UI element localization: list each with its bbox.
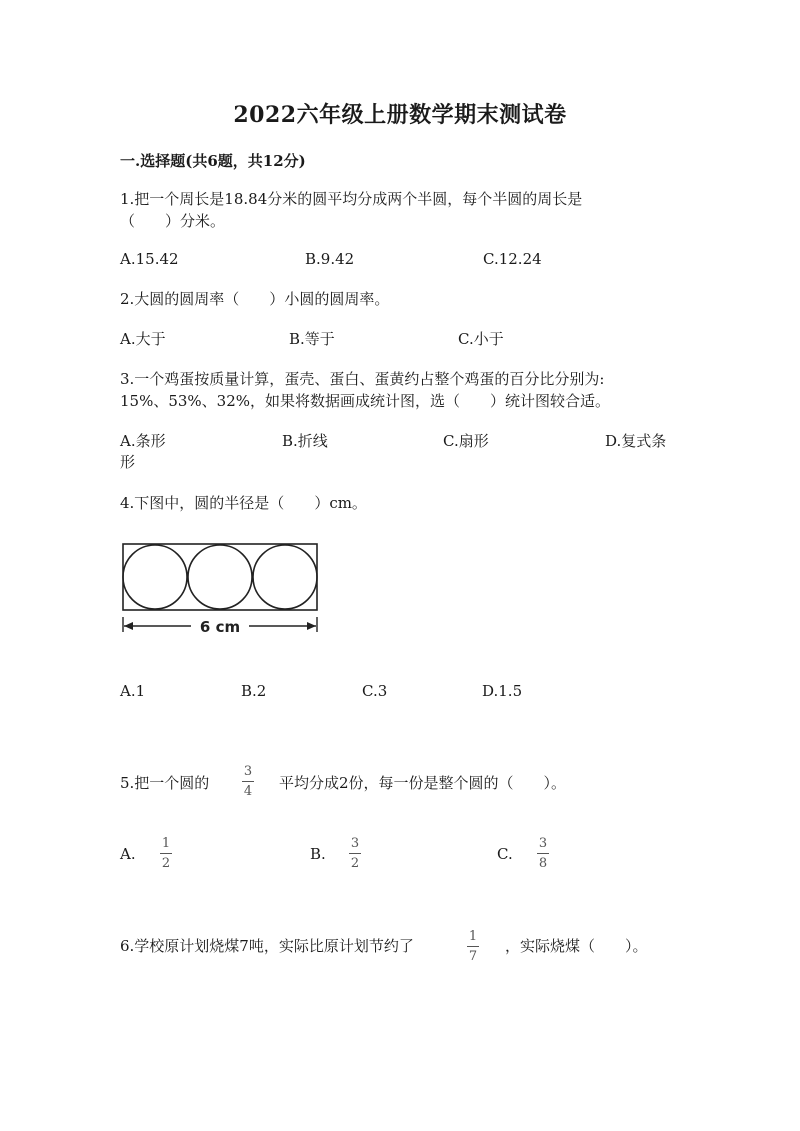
question-6-fraction: [467, 929, 479, 964]
question-2-option-b: B.等于: [289, 330, 335, 348]
three-circles-figure: [115, 535, 325, 640]
figure-circle-2: [188, 545, 252, 609]
fraction-denominator: 4: [243, 784, 253, 799]
question-3-option-d-wrap: 形: [120, 453, 136, 471]
figure-circle-3: [253, 545, 317, 609]
question-3-line-2: 15%、53%、32%，如果将数据画成统计图，选（ ）统计图较合适。: [120, 392, 611, 410]
fraction-bar: [537, 853, 549, 854]
question-5-option-b-fraction: [349, 836, 361, 871]
question-5-option-b-label: B.: [310, 845, 326, 863]
figure-circle-1: [123, 545, 187, 609]
question-1-option-c: C.12.24: [483, 250, 542, 268]
question-1-option-a: A.15.42: [120, 250, 179, 268]
question-6-suffix: ，实际烧煤（ ）。: [505, 937, 648, 955]
dimension-label: 6 cm: [199, 618, 241, 636]
question-1-option-b: B.9.42: [305, 250, 355, 268]
dimension-arrow-left: [124, 622, 133, 630]
fraction-bar: [467, 946, 479, 947]
fraction-denominator: 2: [350, 856, 360, 871]
question-4-option-d: D.1.5: [482, 682, 523, 700]
fraction-denominator: 7: [468, 949, 478, 964]
question-4-option-b: B.2: [241, 682, 267, 700]
fraction-denominator: 8: [538, 856, 548, 871]
fraction-numerator: 1: [161, 836, 171, 851]
question-5-option-a-fraction: [160, 836, 172, 871]
question-3-line-1: 3.一个鸡蛋按质量计算，蛋壳、蛋白、蛋黄约占整个鸡蛋的百分比分别为:: [120, 370, 605, 388]
question-2-option-c: C.小于: [458, 330, 504, 348]
question-4-text: 4.下图中，圆的半径是（ ）cm。: [120, 494, 367, 512]
question-3-option-d: D.复式条: [605, 432, 667, 450]
fraction-bar: [242, 781, 254, 782]
question-2-option-a: A.大于: [120, 330, 166, 348]
fraction-numerator: 3: [538, 836, 548, 851]
question-5-option-c-label: C.: [497, 845, 513, 863]
question-5-suffix: 平均分成2份，每一份是整个圆的（ ）。: [279, 774, 567, 792]
figure-rectangle: [123, 544, 317, 610]
page-title: 2022六年级上册数学期末测试卷: [233, 102, 567, 128]
question-5-fraction: [242, 764, 254, 799]
fraction-numerator: 3: [350, 836, 360, 851]
question-4-option-a: A.1: [120, 682, 146, 700]
question-1-line-2: （ ）分米。: [120, 212, 226, 230]
question-5-option-a-label: A.: [120, 845, 136, 863]
fraction-numerator: 3: [243, 764, 253, 779]
question-4-option-c: C.3: [362, 682, 388, 700]
fraction-bar: [349, 853, 361, 854]
dimension-arrow-right: [307, 622, 316, 630]
question-3-option-c: C.扇形: [443, 432, 489, 450]
fraction-denominator: 2: [161, 856, 171, 871]
question-5-option-c-fraction: [537, 836, 549, 871]
fraction-numerator: 1: [468, 929, 478, 944]
question-2-text: 2.大圆的圆周率（ ）小圆的圆周率。: [120, 290, 390, 308]
question-1-line-1: 1.把一个周长是18.84分米的圆平均分成两个半圆，每个半圆的周长是: [120, 190, 583, 208]
question-6-prefix: 6.学校原计划烧煤7吨，实际比原计划节约了: [120, 937, 414, 955]
fraction-bar: [160, 853, 172, 854]
section-heading: 一.选择题(共6题，共12分): [120, 152, 306, 170]
question-3-option-b: B.折线: [282, 432, 328, 450]
question-3-option-a: A.条形: [120, 432, 166, 450]
question-5-prefix: 5.把一个圆的: [120, 774, 210, 792]
